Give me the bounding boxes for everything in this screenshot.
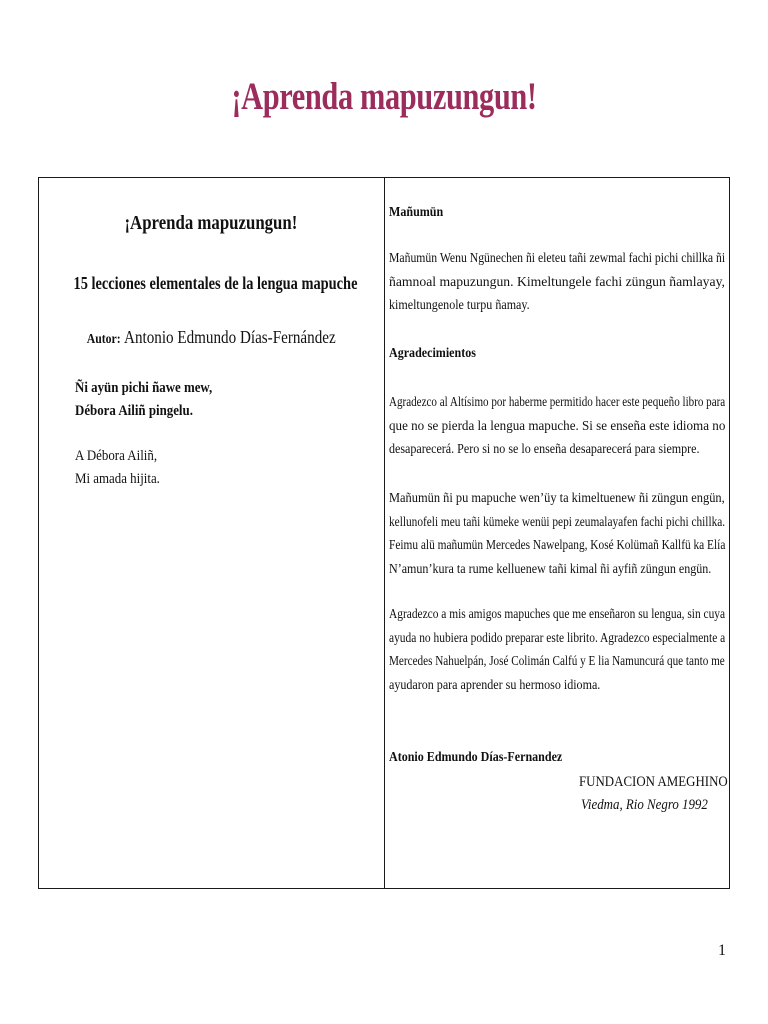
paragraph-line: Feimu alü mañumün Mercedes Nawelpang, Kosé Kolümañ Kallfü ka Elía (389, 538, 726, 553)
foundation-name: FUNDACION AMEGHINO (579, 774, 728, 790)
paragraph-agradezco-amigos (389, 603, 725, 697)
author-name: Antonio Edmundo Días-Fernández (123, 327, 336, 347)
paragraph-line: ñamnoal mapuzungun. Kimeltungele fachi züngun ñamlayay, (389, 274, 725, 290)
dedication-line: Débora Ailiñ pingelu. (75, 403, 193, 419)
paragraph-line: Agradezco al Altísimo por haberme permitido hacer este pequeño libro para (389, 395, 726, 410)
page-title: ¡Aprenda mapuzungun! (231, 75, 537, 118)
paragraph-thanks-mapuzungun (389, 247, 725, 318)
paragraph-manumun-mapuche (389, 487, 725, 581)
dedication-spanish (75, 445, 174, 491)
paragraph-agradecimientos (389, 391, 725, 462)
dedication-mapuzungun (75, 377, 235, 423)
heading-manumun: Mañumün (389, 205, 444, 220)
paragraph-line: kimeltungenole turpu ñamay. (389, 298, 530, 313)
paragraph-line: desaparecerá. Pero si no se lo enseña desaparecerá para siempre. (389, 442, 700, 457)
author-signature: Atonio Edmundo Días-Fernandez (389, 750, 563, 765)
book-title: ¡Aprenda mapuzungun! (124, 212, 298, 234)
paragraph-line: que no se pierda la lengua mapuche. Si se enseña este idioma no (389, 418, 726, 434)
paragraph-line: Mañumün Wenu Ngünechen ñi eleteu tañi zewmal fachi pichi chillka ñi (389, 251, 726, 266)
author-label: Autor: (86, 332, 121, 347)
paragraph-line: N’amun’kura ta rume kelluenew tañi kimal ñi ayfiñ züngun engün. (389, 561, 712, 577)
book-subtitle: 15 lecciones elementales de la lengua mapuche (73, 273, 358, 293)
column-divider (384, 177, 385, 889)
dedication-line: Mi amada hijita. (75, 471, 160, 487)
left-column (38, 177, 384, 889)
dedication-line: Ñi ayün pichi ñawe mew, (75, 380, 213, 396)
place-date: Viedma, Rio Negro 1992 (581, 797, 708, 813)
heading-agradecimientos: Agradecimientos (389, 346, 476, 361)
dedication-line: A Débora Ailiñ, (75, 448, 158, 464)
paragraph-line: ayudaron para aprender su hermoso idioma. (389, 677, 601, 693)
paragraph-line: Mañumün ñi pu mapuche wen’üy ta kimeltuenew ñi züngun engün, (389, 491, 725, 506)
author-line (38, 327, 384, 348)
paragraph-line: Agradezco a mis amigos mapuches que me enseñaron su lengua, sin cuya (389, 607, 726, 622)
paragraph-line: Mercedes Nahuelpán, José Colimán Calfú y E lia Namuncurá que tanto me (389, 654, 725, 669)
paragraph-line: kellunofeli meu tañi kümeke wenüi pepi zeumalayafen fachi pichi chillka. (389, 514, 726, 530)
paragraph-line: ayuda no hubiera podido preparar este librito. Agradezco especialmente a (389, 630, 726, 646)
page-number: 1 (718, 942, 726, 959)
